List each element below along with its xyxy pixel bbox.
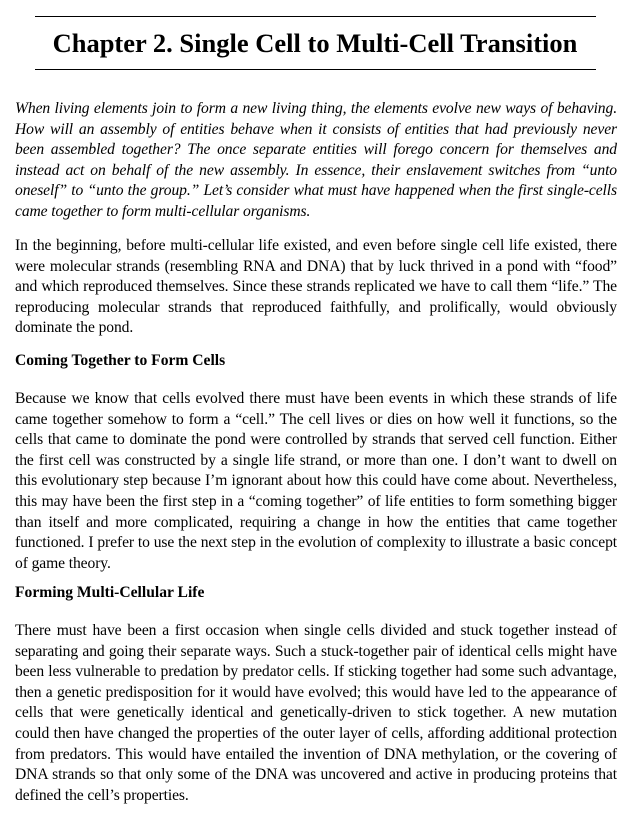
- chapter-title: Chapter 2. Single Cell to Multi-Cell Transition: [52, 28, 578, 58]
- section-heading-coming-together: Coming Together to Form Cells: [15, 352, 226, 369]
- paragraph-beginning: In the beginning, before multi-cellular life existed, and even before single cell life existed, there were molecular strands (resembling RNA and DNA) that by luck thrived in a pond with “food” and which reproduced themselves. Since these strands replicated we have to call them “life.” The reproducing molecular strands that reproduced faithfully, and prolifically, would obviously dominate the pond.: [15, 237, 617, 337]
- section-heading-forming-multicellular: Forming Multi-Cellular Life: [15, 584, 205, 601]
- title-bottom-rule: [35, 69, 596, 70]
- paragraph-forming-multicellular: There must have been a first occasion when single cells divided and stuck together instead of separating and going their separate ways. Such a stuck-together pair of identical cells might have been less vulnerable to predation by predator cells. If sticking together had some such advantage, then a genetic predisposition for it would have evolved; this would have led to the appearance of cells that were genetically identical and genetically-driven to stick together. A new mutation could then have changed the properties of the outer layer of cells, affording additional protection from predators. This would have entailed the invention of DNA methylation, or the covering of DNA strands so that only some of the DNA was uncovered and active in producing proteins that defined the cell’s properties.: [15, 622, 617, 804]
- intro-paragraph: When living elements join to form a new living thing, the elements evolve new ways of behaving. How will an assembly of entities behave when it consists of entities that had previously never been assembled together? The once separate entities will forego concern for themselves and instead act on behalf of the new assembly. In essence, their enslavement switches from “unto oneself” to “unto the group.” Let’s consider what must have happened when the first single-cells came together to form multi-cellular organisms.: [15, 100, 617, 220]
- paragraph-coming-together: Because we know that cells evolved there must have been events in which these strands of life came together somehow to form a “cell.” The cell lives or dies on how well it functions, so the cells that came to dominate the pond were controlled by strands that served cell function. Either the first cell was constructed by a single life strand, or more than one. I don’t want to dwell on this evolutionary step because I’m ignorant about how this could have come about. Nevertheless, this may have been the first step in a “coming together” of life entities to form something bigger than itself and more complicated, requiring a change in how the entities that came together functioned. I prefer to use the next step in the evolution of complexity to illustrate a basic concept of game theory.: [15, 390, 617, 572]
- title-top-rule: [35, 16, 596, 17]
